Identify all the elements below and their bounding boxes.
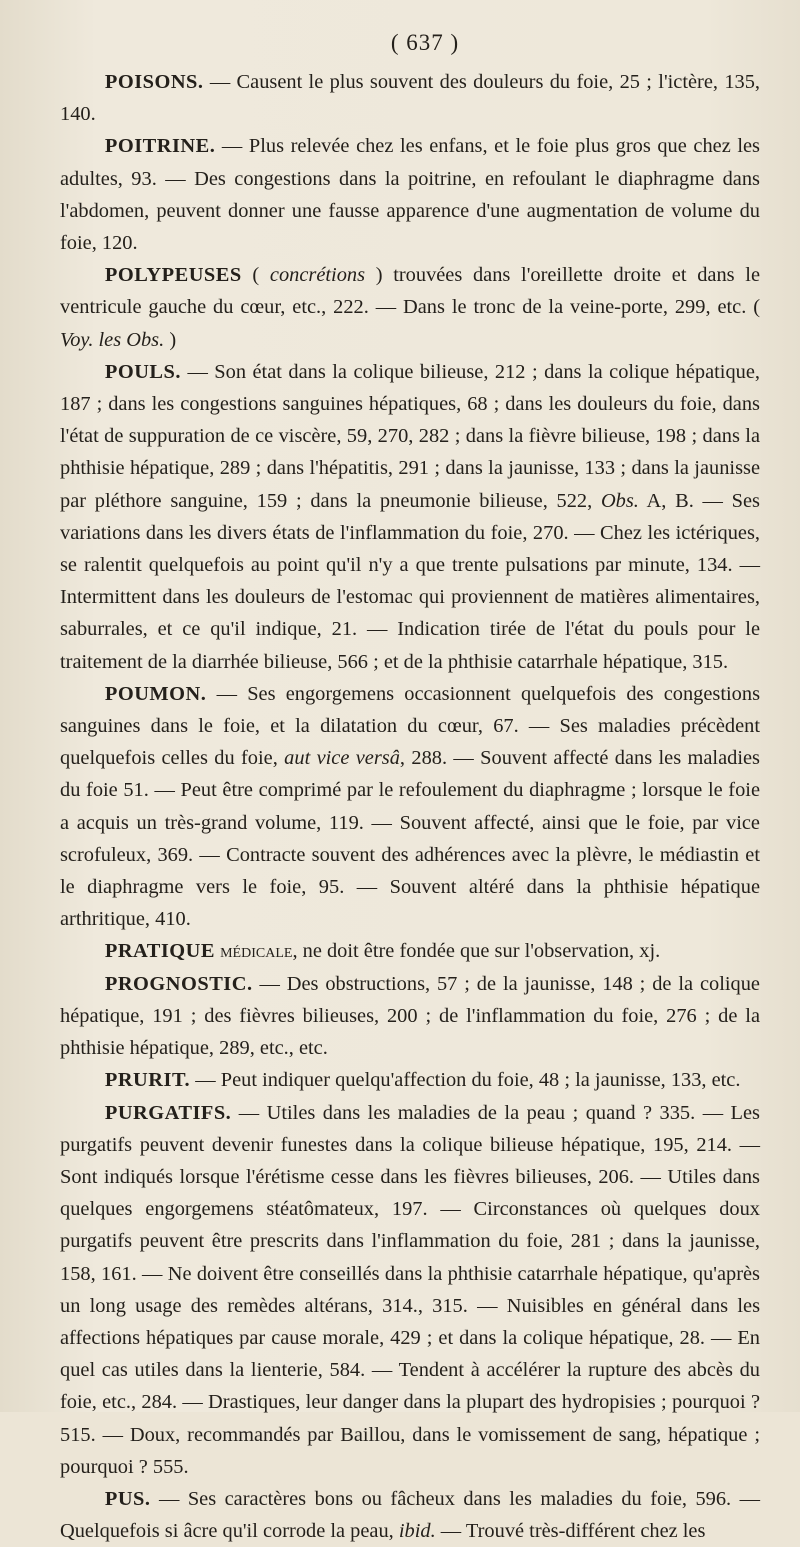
entry-smallcaps: médicale <box>220 940 293 963</box>
entry-italic: Obs. <box>600 489 639 512</box>
index-entry-pratique <box>60 935 760 967</box>
entry-italic: Voy. les Obs. <box>60 328 165 351</box>
index-entry-prurit <box>60 1064 760 1096</box>
entry-text: , ne doit être fondée que sur l'observation, xj. <box>292 940 661 963</box>
index-entry-purgatifs <box>60 1097 760 1483</box>
entry-text: — Plus relevée chez les enfans, et le foie plus gros que chez les adultes, 93. — Des congestions dans la poitrine, en refoulant le diaphragme dans l'abdomen, peuvent donner une fausse apparence d'une augmentation de volume du foie, 120. <box>60 135 760 255</box>
entry-text: ( <box>241 264 270 287</box>
page-number: ( 637 ) <box>390 30 460 55</box>
entry-term: PRURIT. <box>104 1069 191 1092</box>
entry-term: POISONS. <box>104 71 204 93</box>
index-entry-pouls <box>60 356 760 678</box>
index-entry-pus <box>60 1483 760 1547</box>
entry-italic: ibid. <box>398 1520 436 1543</box>
index-entry-prognostic <box>60 968 760 1065</box>
index-entry-poumon <box>60 678 760 936</box>
entry-text: — Trouvé très-différent chez les <box>435 1520 706 1543</box>
entry-text: — Peut indiquer quelqu'affection du foie, 48 ; la jaunisse, 133, etc. <box>190 1069 741 1092</box>
entry-text: — Des obstructions, 57 ; de la jaunisse, 148 ; de la colique hépatique, 191 ; des fièvres bilieuses, 200 ; de l'inflammation du foie, 276 ; de la phthisie hépatique, 289, etc., etc. <box>60 972 760 1060</box>
index-entry-poitrine <box>60 130 760 259</box>
entry-text: A, B. — Ses variations dans les divers états de l'inflammation du foie, 270. — Chez les ictériques, se ralentit quelquefois au point qu'il n'y a que trente pulsations par minute, 134. — Intermittent dans les douleurs de l'estomac qui proviennent de matières alimentaires, saburrales, et ce qu'il indique, 21. — Indication tirée de l'état du pouls pour le traitement de la diarrhée bilieuse, 566 ; et de la phthisie catarrhale hépatique, 315. <box>60 489 760 673</box>
entry-text: — Utiles dans les maladies de la peau ; quand ? 335. — Les purgatifs peuvent devenir funestes dans la colique bilieuse hépatique, 195, 214. — Sont indiqués lorsque l'érétisme cesse dans les fièvres bilieuses, 206. — Utiles dans quelques engorgemens stéatômateux, 197. — Circonstances où quelques doux purgatifs peuvent être prescrits dans l'inflammation du foie, 281 ; dans la jaunisse, 158, 161. — Ne doivent être conseillés dans la phthisie catarrhale hépatique, qu'après un long usage des remèdes altérans, 314., 315. — Nuisibles en général dans les affections hépatiques par cause morale, 429 ; et dans la colique hépatique, 28. — En quel cas utiles dans la lienterie, 584. — Tendent à accélérer la rupture des abcès du foie, etc., 284. — Drastiques, leur danger dans la plupart des hydropisies ; pourquoi ? 515. — Doux, recommandés par Baillou, dans le vomissement de sang, hépatique ; pourquoi ? 555. <box>60 1101 760 1478</box>
entry-text: ) <box>164 328 177 351</box>
entry-text: , 288. — Souvent affecté dans les maladies du foie 51. — Peut être comprimé par le refoulement du diaphragme ; lorsque le foie a acquis un très-grand volume, 119. — Souvent affecté, ainsi que le foie, par vice scrofuleux, 369. — Contracte souvent des adhérences avec la plèvre, le médiastin et le diaphragme vers le foie, 95. — Souvent altéré dans la phthisie hépatique arthritique, 410. <box>60 747 760 931</box>
entry-text: — Ses engorgemens occasionnent quelquefois des congestions sanguines dans le foie, et la dilatation du cœur, 67. — Ses maladies précèdent quelquefois celles du foie, <box>60 682 760 770</box>
index-entry-poisons <box>60 66 760 130</box>
entry-term: PRATIQUE <box>104 940 215 963</box>
entry-term: PUS. <box>104 1487 151 1510</box>
entry-text: — Son état dans la colique bilieuse, 212 ; dans la colique hépatique, 187 ; dans les congestions sanguines hépatiques, 68 ; dans les douleurs du foie, dans l'état de suppuration de ce viscère, 59, 270, 282 ; dans la fièvre bilieuse, 198 ; dans la phthisie hépatique, 289 ; dans l'hépatitis, 291 ; dans la jaunisse, 133 ; dans la jaunisse par pléthore sanguine, 159 ; dans la pneumonie bilieuse, 522, <box>60 360 760 512</box>
entry-italic: aut vice versâ <box>284 747 400 770</box>
entry-text: ) trouvées dans l'oreillette droite et dans le ventricule gauche du cœur, etc., 222. — Dans le tronc de la veine-porte, 299, etc. ( <box>60 264 760 319</box>
entry-term: PROGNOSTIC. <box>104 972 253 995</box>
entry-italic: concrétions <box>269 264 366 287</box>
entry-text: — Causent le plus souvent des douleurs du foie, 25 ; l'ictère, 135, 140. <box>60 71 760 126</box>
index-entry-polypeuses <box>60 259 760 356</box>
entry-term: POITRINE. <box>104 135 216 158</box>
entry-term: POULS. <box>104 360 181 383</box>
entry-term: PURGATIFS. <box>104 1101 232 1124</box>
entry-text: — Ses caractères bons ou fâcheux dans les maladies du foie, 596. — Quelquefois si âcre qu'il corrode la peau, <box>60 1487 760 1543</box>
entry-term: POUMON. <box>104 682 207 705</box>
entry-term: POLYPEUSES <box>104 264 242 287</box>
